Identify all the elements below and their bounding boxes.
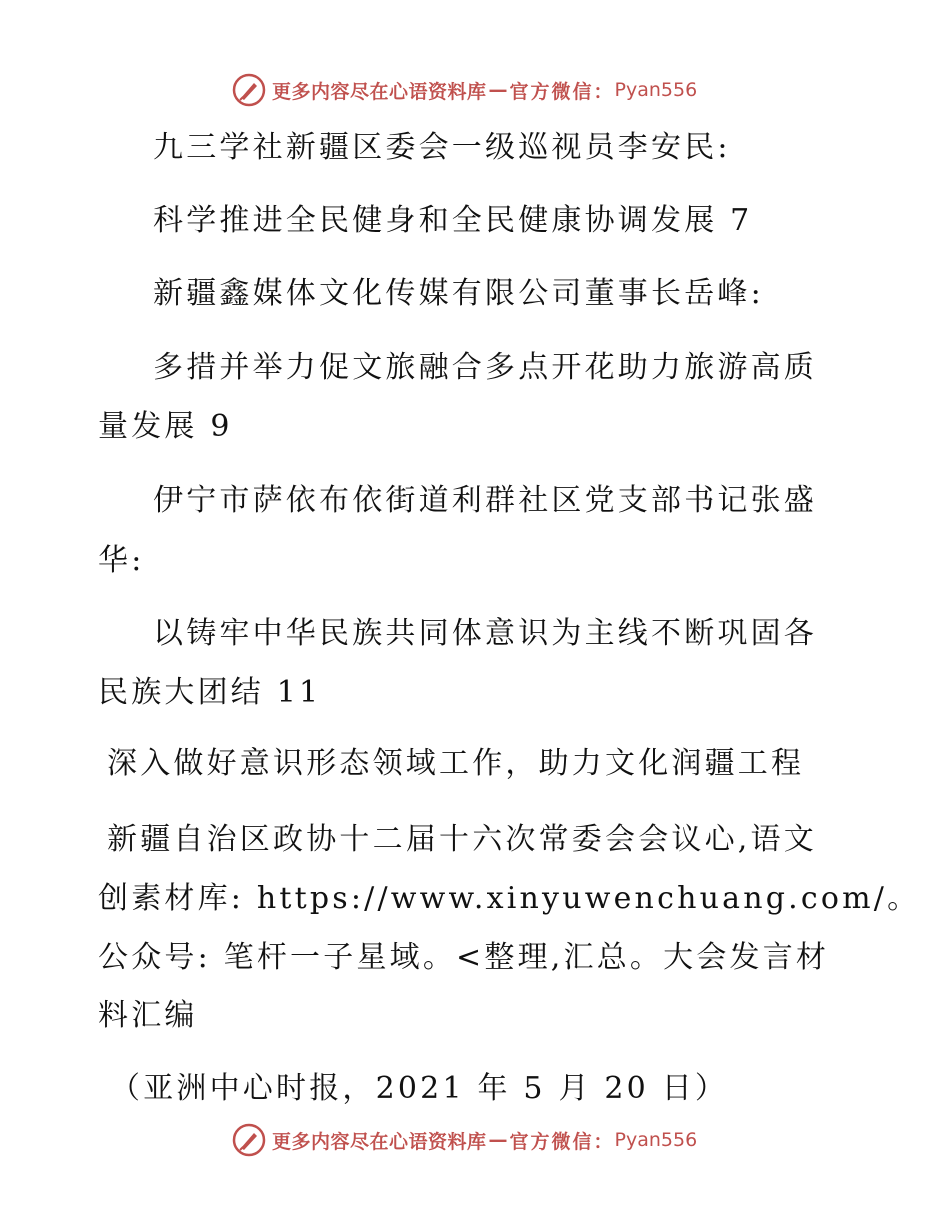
text-line-4: 多措并举力促文旅融合多点开花助力旅游高质 xyxy=(153,350,817,385)
text-line-9: 民族大团结 11 xyxy=(98,675,322,710)
text-line-11: 新疆自治区政协十二届十六次常委会会议心,语文 xyxy=(107,822,817,857)
watermark-site-text: 更多内容尽在心语资料库 xyxy=(272,1130,487,1153)
watermark-wechat-id: Pyan556 xyxy=(614,1129,698,1151)
text-line-7: 华: xyxy=(98,543,145,578)
text-line-10: 深入做好意识形态领域工作，助力文化润疆工程 xyxy=(107,746,805,781)
pen-logo-icon xyxy=(232,73,266,107)
watermark-wechat-id: Pyan556 xyxy=(614,79,698,101)
text-line-1: 九三学社新疆区委会一级巡视员李安民: xyxy=(153,130,731,165)
watermark-label: 官方微信： xyxy=(509,80,615,103)
text-line-8: 以铸牢中华民族共同体意识为主线不断巩固各 xyxy=(153,616,817,651)
text-line-5: 量发展 9 xyxy=(98,409,233,444)
watermark-dash: — xyxy=(488,79,508,101)
text-line-3: 新疆鑫媒体文化传媒有限公司董事长岳峰: xyxy=(153,276,764,311)
text-line-15: （亚洲中心时报，2021 年 5 月 20 日） xyxy=(110,1071,729,1106)
text-line-12: 创素材库: https://www.xinyuwenchuang.com/。 xyxy=(98,881,921,916)
pen-logo-icon xyxy=(232,1123,266,1157)
text-line-14: 料汇编 xyxy=(98,998,198,1033)
text-line-13: 公众号: 笔杆一子星域。<整理,汇总。大会发言材 xyxy=(98,940,830,975)
text-line-6: 伊宁市萨依布依街道利群社区党支部书记张盛 xyxy=(153,483,817,518)
footer-watermark xyxy=(232,1122,697,1158)
text-line-2: 科学推进全民健身和全民健康协调发展 7 xyxy=(153,203,753,238)
watermark-site-text: 更多内容尽在心语资料库 xyxy=(272,80,487,103)
watermark-label: 官方微信： xyxy=(509,1130,615,1153)
watermark-dash: — xyxy=(488,1129,508,1151)
header-watermark xyxy=(232,72,697,108)
